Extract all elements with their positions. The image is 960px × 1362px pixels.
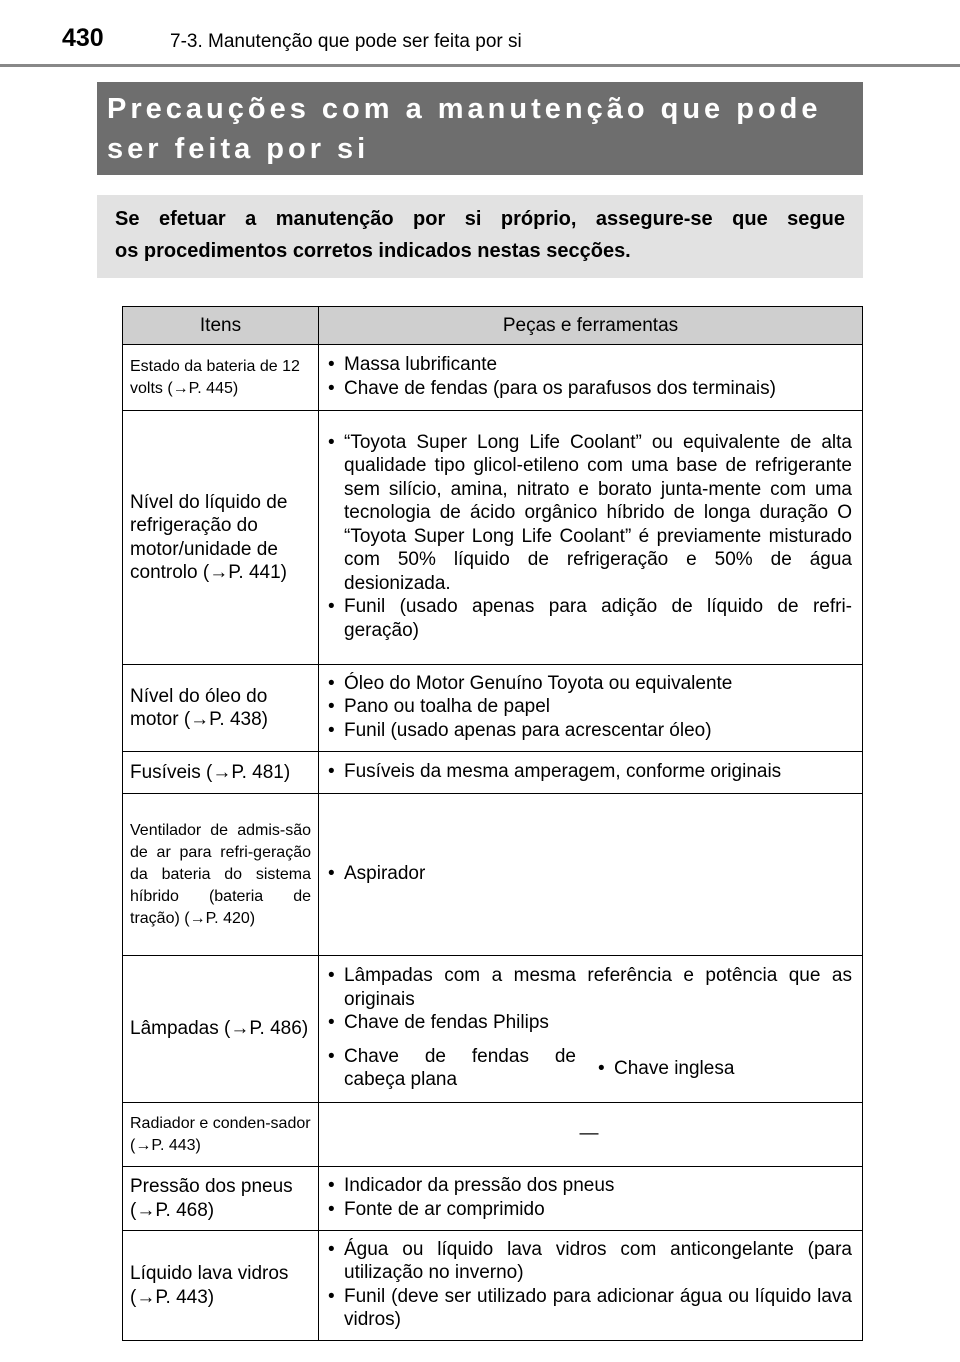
parts-cell xyxy=(319,665,863,752)
item-cell: Estado da bateria de 12 volts (→P. 445) xyxy=(123,345,319,411)
table-row xyxy=(123,956,863,1103)
maintenance-table xyxy=(122,306,863,1341)
list-item: • Pano ou toalha de papel xyxy=(326,695,852,719)
parts-two-column xyxy=(326,1045,852,1092)
parts-cell xyxy=(319,411,863,665)
header-items: Itens xyxy=(123,307,319,345)
parts-cell: — xyxy=(319,1103,863,1167)
item-cell: Fusíveis (→P. 481) xyxy=(123,752,319,794)
list-item: • Chave inglesa xyxy=(596,1057,734,1081)
parts-cell xyxy=(319,794,863,956)
intro-line-1: Se efetuar a manutenção por si próprio, assegure-se que segue xyxy=(115,208,845,230)
title-line-1: Precauções com a manutenção que pode xyxy=(107,93,822,125)
table-header-row xyxy=(123,307,863,345)
list-item: • Funil (usado apenas para adição de líquido de refri-geração) xyxy=(326,595,852,642)
intro-box xyxy=(97,195,863,278)
table-row xyxy=(123,345,863,411)
table-row xyxy=(123,665,863,752)
item-cell: Lâmpadas (→P. 486) xyxy=(123,956,319,1103)
parts-cell xyxy=(319,1231,863,1341)
title-banner xyxy=(97,82,863,175)
table-row xyxy=(123,1167,863,1231)
header-parts: Peças e ferramentas xyxy=(319,307,863,345)
list-item: • Fusíveis da mesma amperagem, conforme originais xyxy=(326,760,852,784)
list-item: • Chave de fendas de cabeça plana xyxy=(326,1045,576,1092)
item-cell: Ventilador de admis-são de ar para refri-geração da bateria do sistema híbrido (bateria de tração) (→P. 420) xyxy=(123,794,319,956)
list-item: • Chave de fendas (para os parafusos dos terminais) xyxy=(326,377,852,401)
list-item: • Óleo do Motor Genuíno Toyota ou equivalente xyxy=(326,672,852,696)
item-cell: Radiador e conden-sador (→P. 443) xyxy=(123,1103,319,1167)
item-cell: Nível do líquido de refrigeração do motor/unidade de controlo (→P. 441) xyxy=(123,411,319,665)
table-row xyxy=(123,752,863,794)
item-cell: Nível do óleo do motor (→P. 438) xyxy=(123,665,319,752)
parts-cell xyxy=(319,752,863,794)
list-item: • Aspirador xyxy=(326,862,852,886)
list-item: • “Toyota Super Long Life Coolant” ou equivalente de alta qualidade tipo glicol-etileno com uma base de refrigerante sem silício, amina, nitrato e borato junta-mente com uma tecnologia de ácido orgânico híbrido de longa duração O “Toyota Super Long Life Coolant” é previamente misturado com 50% líquido de refrigeração e 50% de água desionizada. xyxy=(326,431,852,596)
item-cell: Pressão dos pneus (→P. 468) xyxy=(123,1167,319,1231)
list-item: • Fonte de ar comprimido xyxy=(326,1198,852,1222)
intro-line-2: os procedimentos corretos indicados nestas secções. xyxy=(115,240,631,262)
list-item: • Água ou líquido lava vidros com anticongelante (para utilização no inverno) xyxy=(326,1238,852,1285)
parts-cell xyxy=(319,345,863,411)
list-item: • Chave de fendas Philips xyxy=(326,1011,852,1035)
list-item: • Funil (usado apenas para acrescentar óleo) xyxy=(326,719,852,743)
table-row xyxy=(123,1231,863,1341)
section-title: 7-3. Manutenção que pode ser feita por si xyxy=(170,31,522,52)
parts-cell xyxy=(319,1167,863,1231)
table-row xyxy=(123,411,863,665)
title-line-2: ser feita por si xyxy=(107,133,370,165)
list-item: • Funil (deve ser utilizado para adicionar água ou líquido lava vidros) xyxy=(326,1285,852,1332)
table-row xyxy=(123,794,863,956)
table-row xyxy=(123,1103,863,1167)
list-item: • Massa lubrificante xyxy=(326,353,852,377)
list-item: • Lâmpadas com a mesma referência e potência que as originais xyxy=(326,964,852,1011)
list-item: • Indicador da pressão dos pneus xyxy=(326,1174,852,1198)
header-divider xyxy=(0,64,960,67)
item-cell: Líquido lava vidros (→P. 443) xyxy=(123,1231,319,1341)
parts-cell xyxy=(319,956,863,1103)
page-number: 430 xyxy=(62,24,104,52)
